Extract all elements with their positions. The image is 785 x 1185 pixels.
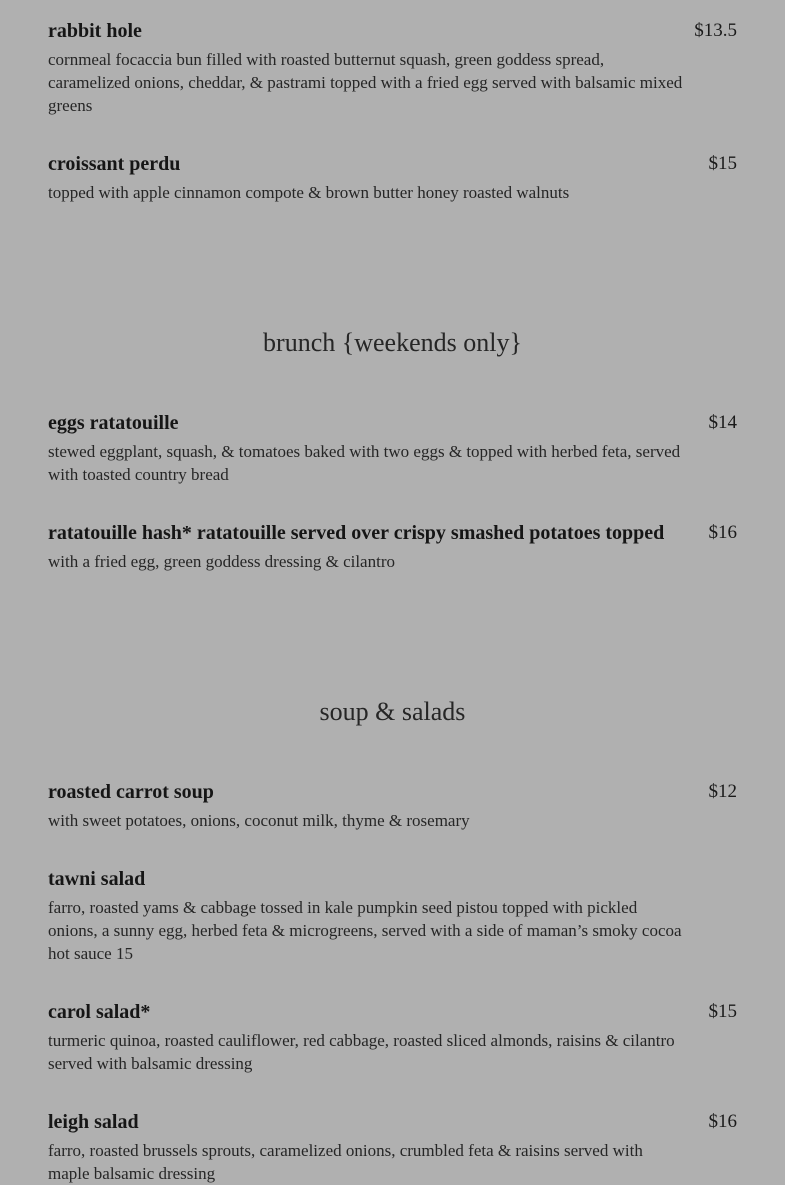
item-description: topped with apple cinnamon compote & brown butter honey roasted walnuts — [48, 183, 570, 202]
item-name: carol salad* — [48, 1001, 151, 1023]
item-description: cornmeal focaccia bun filled with roasted butternut squash, green goddess spread, caramelized onions, cheddar, & pastrami topped with a fried egg served with balsamic mixed greens — [48, 50, 683, 115]
item-price: $16 — [708, 522, 737, 543]
item-price: $12 — [708, 781, 737, 802]
item-description: with sweet potatoes, onions, coconut milk, thyme & rosemary — [48, 811, 470, 830]
item-price: $15 — [708, 1001, 737, 1022]
item-name: roasted carrot soup — [48, 781, 214, 803]
item-description: turmeric quinoa, roasted cauliflower, red cabbage, roasted sliced almonds, raisins & cilantro served with balsamic dressing — [48, 1031, 675, 1073]
item-description: with a fried egg, green goddess dressing & cilantro — [48, 552, 395, 571]
item-description: farro, roasted yams & cabbage tossed in kale pumpkin seed pistou topped with pickled onions, a sunny egg, herbed feta & microgreens, served with a side of maman’s smoky cocoa hot sauce 15 — [48, 898, 682, 963]
item-price: $15 — [708, 153, 737, 174]
item-description: farro, roasted brussels sprouts, caramelized onions, crumbled feta & raisins served with maple balsamic dressing — [48, 1141, 643, 1183]
item-name: croissant perdu — [48, 153, 181, 175]
item-name: leigh salad — [48, 1111, 139, 1133]
item-price: $14 — [708, 412, 737, 433]
section-title-brunch: brunch {weekends only} — [263, 328, 522, 357]
section-title-soup-salads: soup & salads — [319, 697, 466, 726]
item-name: rabbit hole — [48, 20, 142, 42]
item-name: ratatouille hash* ratatouille served over crispy smashed potatoes topped — [48, 522, 665, 544]
item-price: $16 — [708, 1111, 737, 1132]
item-name: eggs ratatouille — [48, 412, 179, 434]
item-name: tawni salad — [48, 868, 146, 890]
item-description: stewed eggplant, squash, & tomatoes baked with two eggs & topped with herbed feta, served with toasted country bread — [48, 442, 681, 484]
item-price: $13.5 — [694, 20, 737, 41]
